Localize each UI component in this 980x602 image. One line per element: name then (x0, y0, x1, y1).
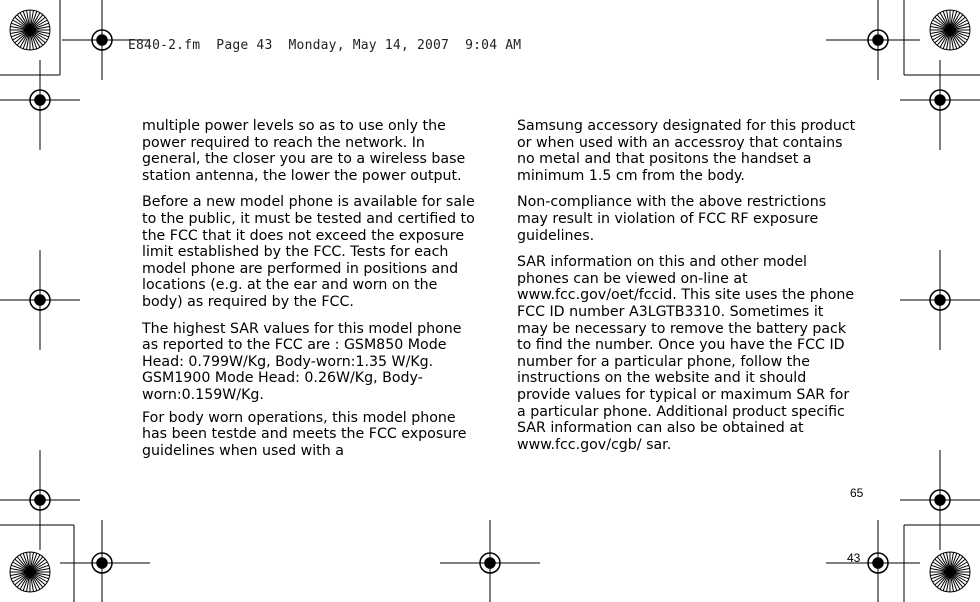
frame-header: E840-2.fm Page 43 Monday, May 14, 2007 9:04 AM (128, 38, 522, 53)
paragraph: Samsung accessory designated for this product or when used with an accessroy that contains no metal and that positons the handset a minimum 1.5 cm from the body. (517, 118, 856, 184)
left-column (142, 118, 478, 469)
paragraph: Non-compliance with the above restrictions may result in violation of FCC RF exposure guidelines. (517, 194, 827, 244)
paragraph: For body worn operations, this model phone has been testde and meets the FCC exposure guidelines when used with a (142, 409, 467, 459)
paragraph: The highest SAR values for this model phone as reported to the FCC are : GSM850 Mode Head: 0.799W/Kg, Body-worn:1.35 W/Kg. GSM1900 Mode Head: 0.26W/Kg, Body-worn:0.159W/Kg. (142, 320, 462, 403)
page-number-upper: 65 (850, 486, 864, 500)
right-column (517, 118, 857, 463)
paragraph: Before a new model phone is available for sale to the public, it must be tested and certified to the FCC that it does not exceed the exposure limit established by the FCC. Tests for each model phone are performed in positions and locations (e.g. at the ear and worn on the body) as required by the FCC. (142, 194, 475, 310)
paragraph: multiple power levels so as to use only the power required to reach the network. In general, the closer you are to a wireless base station antenna, the lower the power output. (142, 118, 466, 184)
paragraph: SAR information on this and other model phones can be viewed on-line at www.fcc.gov/oet/fccid. This site uses the phone FCC ID number A3LGTB3310. Sometimes it may be necessary to remove the battery pack to find the number. Once you have the FCC ID number for a particular phone, follow the instructions on the website and it should provide values for typical or maximum SAR for a particular phone. Additional product specific SAR information can also be obtained at www.fcc.gov/cgb/ sar. (517, 254, 855, 453)
page-number-lower: 43 (847, 551, 861, 565)
